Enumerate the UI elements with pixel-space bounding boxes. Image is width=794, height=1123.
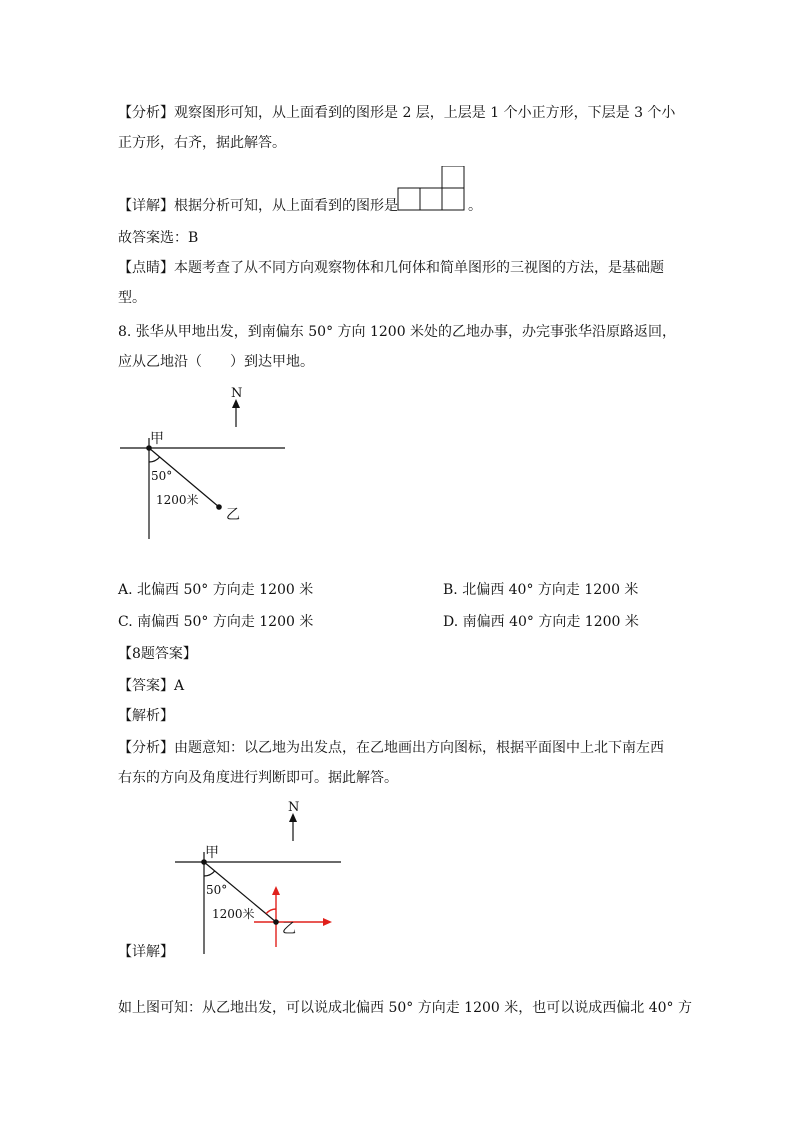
red-north-arrow-head: [272, 886, 280, 895]
destination-label: 乙: [282, 921, 296, 937]
top-view-square-1: [398, 188, 420, 210]
top-view-square-3: [442, 188, 464, 210]
detail-7-suffix: 。: [468, 198, 482, 214]
analysis-8-line-1: 【分析】由题意知：以乙地为出发点，在乙地画出方向图标，根据平面图中上北下南左西: [118, 740, 664, 756]
detail-8-line-1: 如上图可知：从乙地出发，可以说成北偏西 50° 方向走 1200 米，也可以说成西偏北 40° 方: [118, 1000, 692, 1016]
detail-8-header: 【详解】: [118, 944, 174, 960]
destination-label: 乙: [226, 507, 240, 523]
red-angle-arc: [266, 909, 276, 914]
comment-7-line-1: 【点睛】本题考查了从不同方向观察物体和几何体和简单图形的三视图的方法，是基础题: [118, 260, 664, 276]
answer-8: 【答案】A: [118, 678, 185, 694]
option-b: B. 北偏西 40° 方向走 1200 米: [443, 582, 639, 598]
question-8-line-1: 8. 张华从甲地出发，到南偏东 50° 方向 1200 米处的乙地办事，办完事张华沿原路返回，: [118, 324, 677, 340]
angle-arc: [149, 457, 160, 462]
north-label: N: [231, 386, 243, 401]
solution-diagram: [172, 797, 352, 959]
answer-7: 故答案选：B: [118, 230, 199, 246]
option-d: D. 南偏西 40° 方向走 1200 米: [443, 614, 639, 630]
option-a: A. 北偏西 50° 方向走 1200 米: [118, 582, 314, 598]
detail-7-text: 【详解】根据分析可知，从上面看到的图形是: [118, 198, 398, 214]
top-view-square-2: [420, 188, 442, 210]
north-label: N: [288, 800, 300, 815]
red-east-arrow-head: [323, 918, 332, 926]
comment-7-line-2: 型。: [118, 290, 146, 306]
origin-label: 甲: [205, 845, 219, 861]
top-view-figure: [396, 166, 472, 212]
distance-label: 1200米: [156, 493, 199, 507]
angle-label: 50°: [151, 469, 173, 483]
destination-dot: [216, 504, 222, 510]
angle-label: 50°: [206, 883, 228, 897]
analysis-8-header: 【解析】: [118, 708, 174, 724]
option-c: C. 南偏西 50° 方向走 1200 米: [118, 614, 314, 630]
analysis-8-line-2: 右东的方向及角度进行判断即可。据此解答。: [118, 770, 398, 786]
question-8-line-2: 应从乙地沿（ ）到达甲地。: [118, 354, 314, 370]
top-view-square-top: [442, 166, 464, 188]
direction-diagram: [118, 383, 298, 545]
analysis-7-line-1: 【分析】观察图形可知，从上面看到的图形是 2 层，上层是 1 个小正方形，下层是 3 个小: [118, 105, 676, 121]
analysis-7-line-2: 正方形，右齐，据此解答。: [118, 135, 286, 151]
answer-8-header: 【8题答案】: [118, 646, 197, 662]
origin-label: 甲: [150, 431, 164, 447]
distance-label: 1200米: [212, 907, 255, 921]
angle-arc: [204, 871, 215, 876]
destination-dot: [273, 919, 279, 925]
